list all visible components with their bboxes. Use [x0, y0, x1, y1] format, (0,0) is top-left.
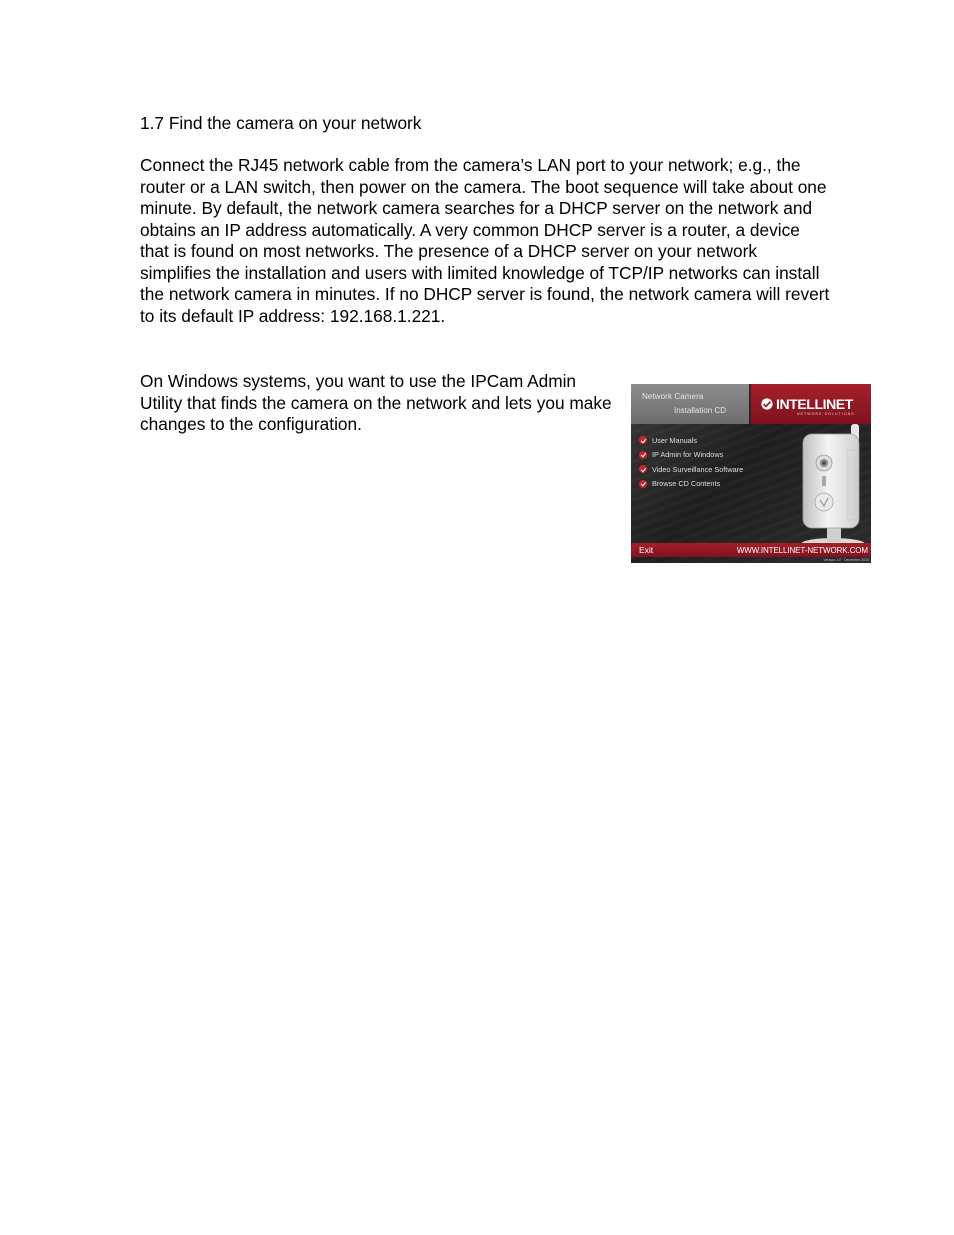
installer-footer — [631, 543, 871, 557]
menu-item-label: User Manuals — [652, 435, 698, 445]
installer-screenshot — [631, 384, 871, 563]
check-bullet-icon — [639, 436, 647, 444]
section-heading: 1.7 Find the camera on your network — [140, 113, 422, 133]
installer-title-line2: Installation CD — [674, 406, 727, 415]
body-paragraph-dhcp: Connect the RJ45 network cable from the camera’s LAN port to your network; e.g., the router or a LAN switch, then power on the camera. The boot sequence will take about one minute. By default, the network camera searches for a DHCP server on the network and obtains an IP address automatically. A very common DHCP server is a router, a device that is found on most networks. The presence of a DHCP server on your network simplifies the installation and users with limited knowledge of TCP/IP networks can install the network camera in minutes. If no DHCP server is found, the network camera will revert to its default IP address: 192.168.1.221. — [140, 155, 830, 326]
version-text: Version 1.0 · December 2010 — [823, 558, 869, 562]
installer-title-line1: Network Camera — [642, 392, 704, 401]
check-bullet-icon — [639, 480, 647, 488]
menu-item-ip-admin[interactable] — [639, 448, 743, 463]
menu-item-browse-cd[interactable] — [639, 477, 743, 492]
menu-item-label: Video Surveillance Software — [652, 464, 744, 474]
installer-title-panel — [631, 384, 749, 424]
menu-item-video-surveillance[interactable] — [639, 462, 743, 477]
body-paragraph-windows: On Windows systems, you want to use the IPCam Admin Utility that finds the camera on the network and lets you make changes to the configuration. — [140, 371, 612, 434]
menu-item-label: IP Admin for Windows — [652, 450, 724, 460]
installer-logo-panel — [751, 384, 871, 424]
website-link[interactable]: WWW.INTELLINET-NETWORK.COM — [736, 545, 868, 555]
exit-button[interactable]: Exit — [639, 545, 654, 555]
network-camera-icon — [791, 420, 871, 550]
installer-menu — [639, 433, 743, 491]
menu-item-label: Browse CD Contents — [652, 479, 721, 489]
intellinet-logo-icon — [761, 398, 773, 410]
menu-item-user-manuals[interactable] — [639, 433, 743, 448]
check-bullet-icon — [639, 451, 647, 459]
check-bullet-icon — [639, 465, 647, 473]
logo-subtext: NETWORK SOLUTIONS — [797, 412, 855, 416]
logo-text: INTELLINET — [776, 396, 853, 412]
